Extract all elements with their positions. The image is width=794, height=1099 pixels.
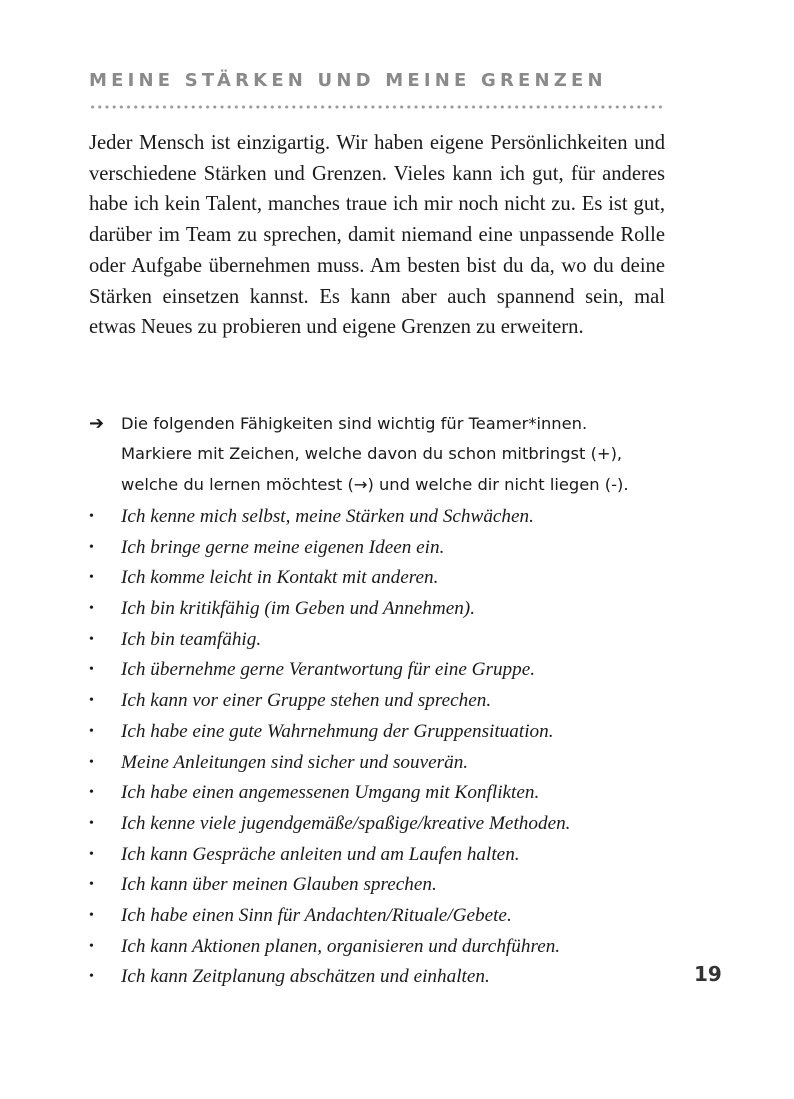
list-item bbox=[89, 533, 679, 564]
instruction-block bbox=[89, 409, 679, 500]
list-item-text: Ich kann Aktionen planen, organisieren und durchführen. bbox=[121, 935, 561, 957]
list-item bbox=[89, 655, 679, 686]
instruction-line: Die folgenden Fähigkeiten sind wichtig für Teamer*innen. bbox=[121, 414, 588, 433]
dotted-divider bbox=[89, 104, 665, 110]
list-item bbox=[89, 686, 679, 717]
instruction-text bbox=[121, 409, 679, 500]
list-item-text: Ich kann Gespräche anleiten und am Laufen halten. bbox=[121, 843, 520, 865]
bullet-icon: • bbox=[89, 662, 94, 678]
bullet-icon: • bbox=[89, 785, 94, 801]
list-item-text: Ich kenne viele jugendgemäße/spaßige/kreative Methoden. bbox=[121, 812, 571, 834]
intro-paragraph: Jeder Mensch ist einzigartig. Wir haben eigene Persönlichkeiten und verschiedene Stärken und Grenzen. Vieles kann ich gut, für anderes habe ich kein Talent, manches traue ich mir noch nicht zu. Es ist gut, darüber im Team zu sprechen, damit niemand eine unpassende Rolle oder Aufgabe übernehmen muss. Am besten bist du da, wo du deine Stärken einsetzen kannst. Es kann aber auch spannend sein, mal etwas Neues zu probieren und eigene Grenzen zu erweitern. bbox=[89, 132, 665, 339]
list-item bbox=[89, 870, 679, 901]
bullet-icon: • bbox=[89, 631, 94, 647]
page-number: 19 bbox=[694, 962, 722, 986]
list-item-text: Ich kenne mich selbst, meine Stärken und Schwächen. bbox=[121, 506, 534, 527]
instruction-line: Markiere mit Zeichen, welche davon du schon mitbringst (+), bbox=[121, 444, 623, 464]
list-item bbox=[89, 717, 679, 748]
list-item bbox=[89, 901, 679, 932]
list-item bbox=[89, 748, 679, 779]
arrow-right-icon: ➔ bbox=[89, 413, 105, 434]
bullet-icon: • bbox=[89, 846, 94, 862]
bullet-icon: • bbox=[89, 601, 94, 617]
list-item bbox=[89, 625, 679, 656]
instruction-line: welche du lernen möchtest (→) und welche dir nicht liegen (-). bbox=[121, 474, 629, 494]
skills-list bbox=[89, 502, 679, 993]
list-item-text: Ich habe einen Sinn für Andachten/Rituale/Gebete. bbox=[121, 904, 512, 926]
list-item bbox=[89, 932, 679, 963]
bullet-icon: • bbox=[89, 509, 94, 524]
list-item bbox=[89, 778, 679, 809]
list-item-text: Ich habe eine gute Wahrnehmung der Gruppensituation. bbox=[121, 720, 554, 742]
list-item-text: Ich kann vor einer Gruppe stehen und sprechen. bbox=[121, 690, 492, 712]
list-item-text: Ich bin teamfähig. bbox=[121, 628, 262, 650]
list-item-text: Ich bin kritikfähig (im Geben und Annehmen). bbox=[121, 598, 475, 620]
list-item-text: Ich komme leicht in Kontakt mit anderen. bbox=[121, 567, 439, 589]
list-item-text: Ich habe einen angemessenen Umgang mit Konflikten. bbox=[121, 782, 540, 804]
list-item bbox=[89, 563, 679, 594]
bullet-icon: • bbox=[89, 969, 94, 985]
list-item-text: Meine Anleitungen sind sicher und souverän. bbox=[121, 751, 469, 773]
list-item bbox=[89, 809, 679, 840]
list-item-text: Ich kann über meinen Glauben sprechen. bbox=[121, 874, 437, 896]
section-heading: MEINE STÄRKEN UND MEINE GRENZEN bbox=[89, 70, 607, 91]
bullet-icon: • bbox=[89, 539, 94, 555]
list-item-text: Ich bringe gerne meine eigenen Ideen ein. bbox=[121, 536, 445, 558]
list-item bbox=[89, 594, 679, 625]
list-item bbox=[89, 502, 679, 533]
bullet-icon: • bbox=[89, 907, 94, 923]
list-item bbox=[89, 962, 679, 993]
bullet-icon: • bbox=[89, 815, 94, 831]
list-item-text: Ich kann Zeitplanung abschätzen und einhalten. bbox=[121, 966, 490, 988]
bullet-icon: • bbox=[89, 877, 94, 893]
bullet-icon: • bbox=[89, 693, 94, 709]
bullet-icon: • bbox=[89, 723, 94, 739]
list-item bbox=[89, 840, 679, 871]
bullet-icon: • bbox=[89, 938, 94, 954]
bullet-icon: • bbox=[89, 570, 94, 586]
bullet-icon: • bbox=[89, 754, 94, 770]
list-item-text: Ich übernehme gerne Verantwortung für eine Gruppe. bbox=[121, 659, 536, 681]
